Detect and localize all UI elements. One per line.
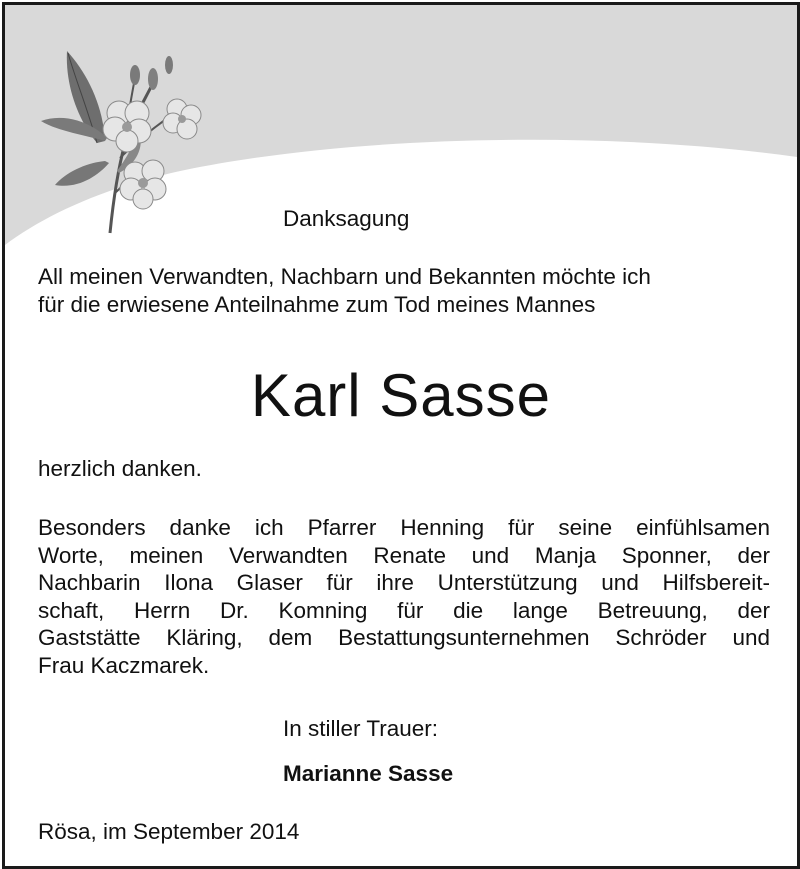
obituary-notice — [2, 2, 800, 869]
body-line: Besonders danke ich Pfarrer Henning für seine einfühlsamen — [38, 515, 770, 540]
body-line: Nachbarin Ilona Glaser für ihre Unterstützung und Hilfsbereit- — [38, 570, 770, 595]
place-date: Rösa, im September 2014 — [38, 819, 300, 844]
mourning-phrase: In stiller Trauer: — [283, 716, 439, 741]
intro-line: für die erwiesene Anteilnahme zum Tod meines Mannes — [38, 291, 596, 317]
notice-heading: Danksagung — [283, 206, 410, 231]
intro-text — [38, 263, 778, 318]
thanks-line: herzlich danken. — [38, 456, 202, 481]
intro-line: All meinen Verwandten, Nachbarn und Bekannten möchte ich — [38, 264, 651, 289]
acknowledgement-paragraph — [38, 514, 770, 679]
deceased-name: Karl Sasse — [250, 362, 552, 429]
body-line: Worte, meinen Verwandten Renate und Manja Sponner, der — [38, 542, 770, 568]
body-line: Frau Kaczmarek. — [38, 652, 210, 678]
signer-name: Marianne Sasse — [283, 761, 454, 786]
body-line: schaft, Herrn Dr. Komning für die lange Betreuung, der — [38, 597, 770, 623]
flower-branch-icon — [35, 43, 210, 243]
body-line: Gaststätte Kläring, dem Bestattungsunternehmen Schröder und — [38, 625, 770, 650]
